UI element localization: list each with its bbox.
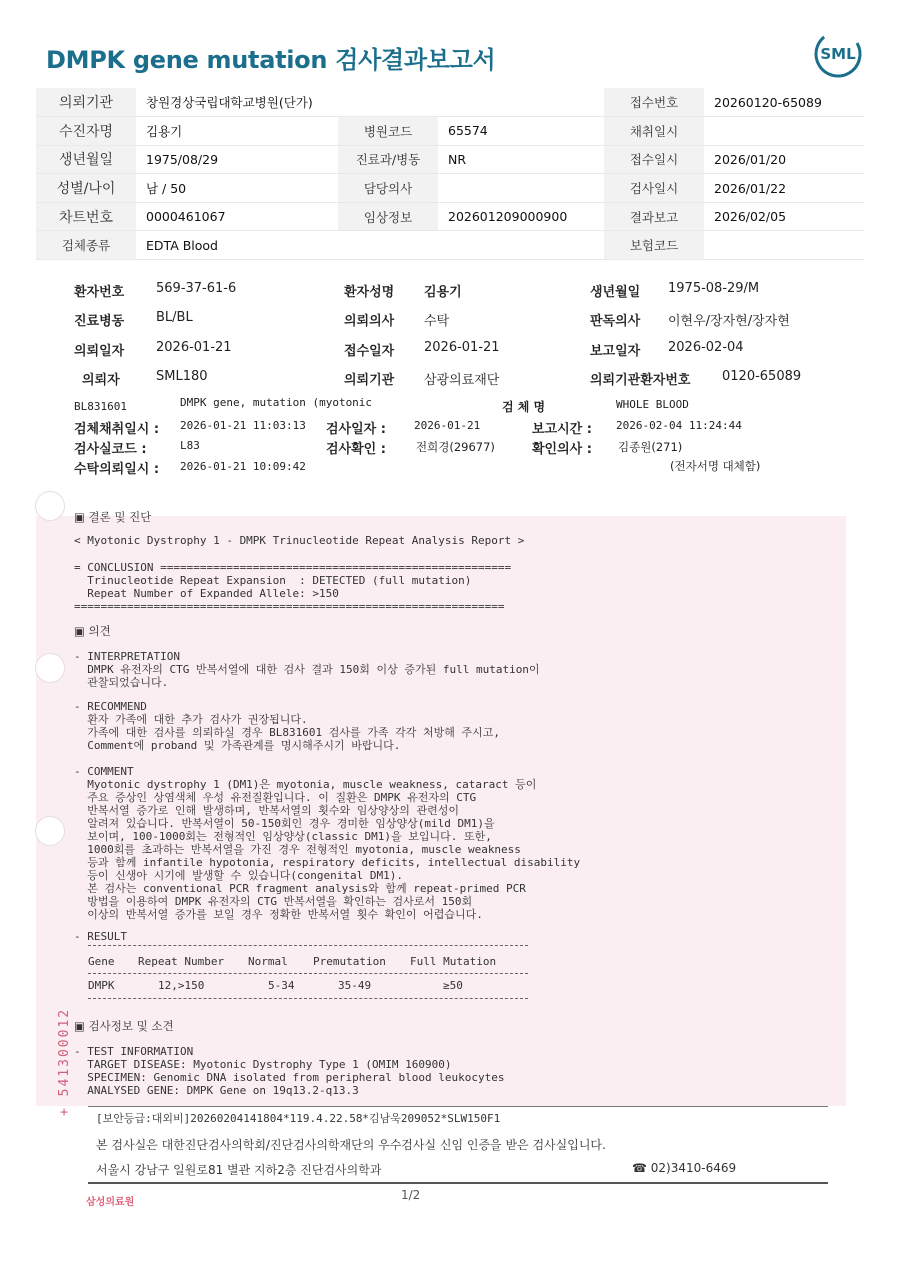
value-report-time: 2026-02-04 11:24:44 bbox=[616, 419, 742, 432]
test-code: BL831601 bbox=[74, 400, 127, 413]
value-receipt-no: 20260120-65089 bbox=[704, 88, 864, 117]
punch-hole bbox=[35, 653, 65, 683]
comment-block: - COMMENT Myotonic dystrophy 1 (DM1)은 myotonia, muscle weakness, cataract 등이 주요 증상인 상염색체 우성 유전질환입니다. 이 질환은 DMPK 유전자의 CTG 반복서열 증가로 인해 발생하며, 반복서열의 횟수와 임상양상의 관련성이 알려져 있습니다. 반복서열이 50-150회인 경우 경미한 임상양상(mild DM1)을 보이며, 100-1000회는 전형적인 임상양상(classic DM1)을 보입니다. 또한, 1000회를 초과하는 반복서열을 가진 경우 전형적인 myotonia, muscle weakness 등과 함께 infantile hypotonia, respiratory deficits, intellectual disability 등이 신생아 시기에 발생할 수 있습니다(congenital DM1). 본 검사는 conventional PCR fragment analysis와 함께 repeat-primed PCR 방법을 이용하여 DMPK 유전자의 CTG 반복서열을 확인하는 검사로서 150회 이상의 반복서열 증가를 보일 경우 정확한 반복서열 횟수 확인이 어렵습니다. bbox=[74, 765, 581, 921]
section-conclusion-heading: ▣ 결론 및 진단 bbox=[74, 510, 152, 524]
divider bbox=[88, 973, 528, 974]
value-dept-ward: NR bbox=[438, 145, 604, 174]
label-consign: 수탁의뢰일시 : bbox=[74, 462, 160, 477]
value-dob: 1975-08-29/M bbox=[668, 281, 760, 296]
label-pid: 환자번호 bbox=[74, 285, 125, 300]
label-hospital-code: 병원코드 bbox=[338, 117, 438, 146]
result-label: - RESULT bbox=[74, 930, 127, 943]
section-opinion-heading: ▣ 의견 bbox=[74, 624, 111, 638]
result-col-repeat: Repeat Number bbox=[138, 955, 225, 968]
value-birth: 1975/08/29 bbox=[136, 145, 338, 174]
report-subtitle: < Myotonic Dystrophy 1 - DMPK Trinucleotide Repeat Analysis Report > bbox=[74, 534, 525, 547]
interpretation-block: - INTERPRETATION DMPK 유전자의 CTG 반복서열에 대한 검사 결과 150회 이상 증가된 full mutation이 관찰되었습니다. bbox=[74, 650, 540, 689]
label-ward: 진료병동 bbox=[74, 314, 125, 329]
report-title: DMPK gene mutation 검사결과보고서 bbox=[46, 46, 496, 74]
label-requester: 의뢰자 bbox=[82, 373, 120, 388]
label-patient-name: 수진자명 bbox=[36, 117, 136, 146]
section-info-heading: ▣ 검사정보 및 소견 bbox=[74, 1019, 174, 1033]
label-org-pid: 의뢰기관환자번호 bbox=[590, 373, 691, 388]
label-rep-date: 보고일자 bbox=[590, 344, 641, 359]
footer-divider bbox=[88, 1106, 828, 1107]
value-confirm-doc: 김종원(271) bbox=[618, 440, 683, 454]
label-test-date2: 검사일자 : bbox=[326, 422, 386, 437]
brand-mark: 삼성의료원 bbox=[86, 1197, 135, 1208]
value-pid: 569-37-61-6 bbox=[156, 281, 237, 296]
side-document-id: + 541300012 bbox=[57, 1007, 72, 1116]
label-test-date: 검사일시 bbox=[604, 174, 704, 203]
result-full: ≥50 bbox=[443, 979, 463, 992]
value-rec-date: 2026-01-21 bbox=[424, 340, 500, 355]
result-col-gene: Gene bbox=[88, 955, 115, 968]
value-sex-age: 남 / 50 bbox=[136, 174, 338, 203]
value-confirm: 전희경(29677) bbox=[416, 440, 495, 454]
result-normal: 5-34 bbox=[268, 979, 295, 992]
divider bbox=[88, 945, 528, 946]
value-req-date: 2026-01-21 bbox=[156, 340, 232, 355]
result-col-premutation: Premutation bbox=[313, 955, 386, 968]
value-lab-code: L83 bbox=[180, 439, 200, 452]
label-insurance-code: 보험코드 bbox=[604, 231, 704, 260]
value-rep-date: 2026-02-04 bbox=[668, 340, 744, 355]
label-confirm-doc: 확인의사 : bbox=[532, 442, 592, 457]
value-org-pid: 0120-65089 bbox=[722, 369, 802, 384]
result-col-normal: Normal bbox=[248, 955, 288, 968]
label-physician: 담당의사 bbox=[338, 174, 438, 203]
logo-text: SML bbox=[820, 45, 856, 63]
label-confirm: 검사확인 : bbox=[326, 442, 386, 457]
label-chart-no: 차트번호 bbox=[36, 202, 136, 231]
label-birth: 생년월일 bbox=[36, 145, 136, 174]
label-pname: 환자성명 bbox=[344, 285, 395, 300]
label-collection-date: 채취일시 bbox=[604, 117, 704, 146]
label-req-date: 의뢰일자 bbox=[74, 344, 125, 359]
result-gene: DMPK bbox=[88, 979, 115, 992]
value-requester: SML180 bbox=[156, 369, 208, 384]
result-repeat: 12,>150 bbox=[158, 979, 205, 992]
label-test-specimen: 검 체 명 bbox=[502, 400, 546, 414]
label-report-time: 보고시간 : bbox=[532, 422, 592, 437]
result-premutation: 35-49 bbox=[338, 979, 372, 992]
punch-hole bbox=[35, 816, 65, 846]
value-clinical-info: 202601209000900 bbox=[438, 202, 604, 231]
label-receipt-date: 접수일시 bbox=[604, 145, 704, 174]
footer-divider bbox=[88, 1182, 828, 1184]
value-org: 삼광의료재단 bbox=[424, 373, 500, 388]
value-doc: 수탁 bbox=[424, 314, 450, 329]
label-collected: 검체채취일시 : bbox=[74, 422, 160, 437]
label-clinical-info: 임상정보 bbox=[338, 202, 438, 231]
certification-note: 본 검사실은 대한진단검사의학회/진단검사의학재단의 우수검사실 신임 인증을 받은 검사실입니다. bbox=[96, 1138, 606, 1152]
lab-phone: ☎ 02)3410-6469 bbox=[632, 1161, 737, 1175]
value-physician bbox=[438, 174, 604, 203]
value-collection-date bbox=[704, 117, 864, 146]
value-ward: BL/BL bbox=[156, 310, 193, 325]
conclusion-block: = CONCLUSION ===================================================== Trinucleotide Repeat Expansion : DETECTED (full mutation) Repeat Number of Expanded Allele: >150 ================================================================= bbox=[74, 561, 512, 613]
result-col-full: Full Mutation bbox=[410, 955, 497, 968]
page-number: 1/2 bbox=[401, 1188, 421, 1202]
label-doc: 의뢰의사 bbox=[344, 314, 395, 329]
value-insurance-code bbox=[704, 231, 864, 260]
divider bbox=[88, 998, 528, 999]
value-collected: 2026-01-21 11:03:13 bbox=[180, 419, 306, 432]
label-rec-date: 접수일자 bbox=[344, 344, 395, 359]
sml-logo bbox=[812, 28, 864, 80]
label-report-date: 결과보고 bbox=[604, 202, 704, 231]
value-test-date2: 2026-01-21 bbox=[414, 419, 481, 432]
value-requesting-org: 창원경상국립대학교병원(단가) bbox=[136, 88, 604, 117]
label-receipt-no: 접수번호 bbox=[604, 88, 704, 117]
label-org: 의뢰기관 bbox=[344, 373, 395, 388]
value-patient-name: 김용기 bbox=[136, 117, 338, 146]
value-report-date: 2026/02/05 bbox=[704, 202, 864, 231]
value-consign: 2026-01-21 10:09:42 bbox=[180, 460, 306, 473]
lab-address: 서울시 강남구 일원로81 별관 지하2층 진단검사의학과 bbox=[96, 1163, 382, 1177]
label-requesting-org: 의뢰기관 bbox=[36, 88, 136, 117]
label-sex-age: 성별/나이 bbox=[36, 174, 136, 203]
label-reader: 판독의사 bbox=[590, 314, 641, 329]
value-receipt-date: 2026/01/20 bbox=[704, 145, 864, 174]
security-line: [보안등급:대외비]20260204141804*119.4.22.58*김남욱209052*SLW150F1 bbox=[96, 1112, 501, 1125]
header-info-table bbox=[36, 88, 864, 260]
value-chart-no: 0000461067 bbox=[136, 202, 338, 231]
label-lab-code: 검사실코드 : bbox=[74, 442, 147, 457]
value-hospital-code: 65574 bbox=[438, 117, 604, 146]
label-specimen: 검체종류 bbox=[36, 231, 136, 260]
test-information-block: - TEST INFORMATION TARGET DISEASE: Myotonic Dystrophy Type 1 (OMIM 160900) SPECIMEN: Genomic DNA isolated from peripheral blood leukocytes ANALYSED GENE: DMPK Gene on 19q13.2-q13.3 bbox=[74, 1045, 505, 1097]
value-reader: 이현우/장자현/장자현 bbox=[668, 314, 790, 329]
recommend-block: - RECOMMEND 환자 가족에 대한 추가 검사가 권장됩니다. 가족에 대한 검사를 의뢰하실 경우 BL831601 검사를 가족 각각 처방해 주시고, Comment에 proband 및 가족관계를 명시해주시기 바랍니다. bbox=[74, 700, 500, 752]
test-name: DMPK gene, mutation (myotonic bbox=[180, 396, 373, 409]
value-specimen: EDTA Blood bbox=[136, 231, 604, 260]
punch-hole bbox=[35, 491, 65, 521]
value-test-date: 2026/01/22 bbox=[704, 174, 864, 203]
value-pname: 김용기 bbox=[424, 285, 462, 300]
label-dob: 생년월일 bbox=[590, 285, 641, 300]
label-dept-ward: 진료과/병동 bbox=[338, 145, 438, 174]
e-sign-note: (전자서명 대체함) bbox=[670, 459, 761, 473]
value-test-specimen: WHOLE BLOOD bbox=[616, 398, 689, 411]
